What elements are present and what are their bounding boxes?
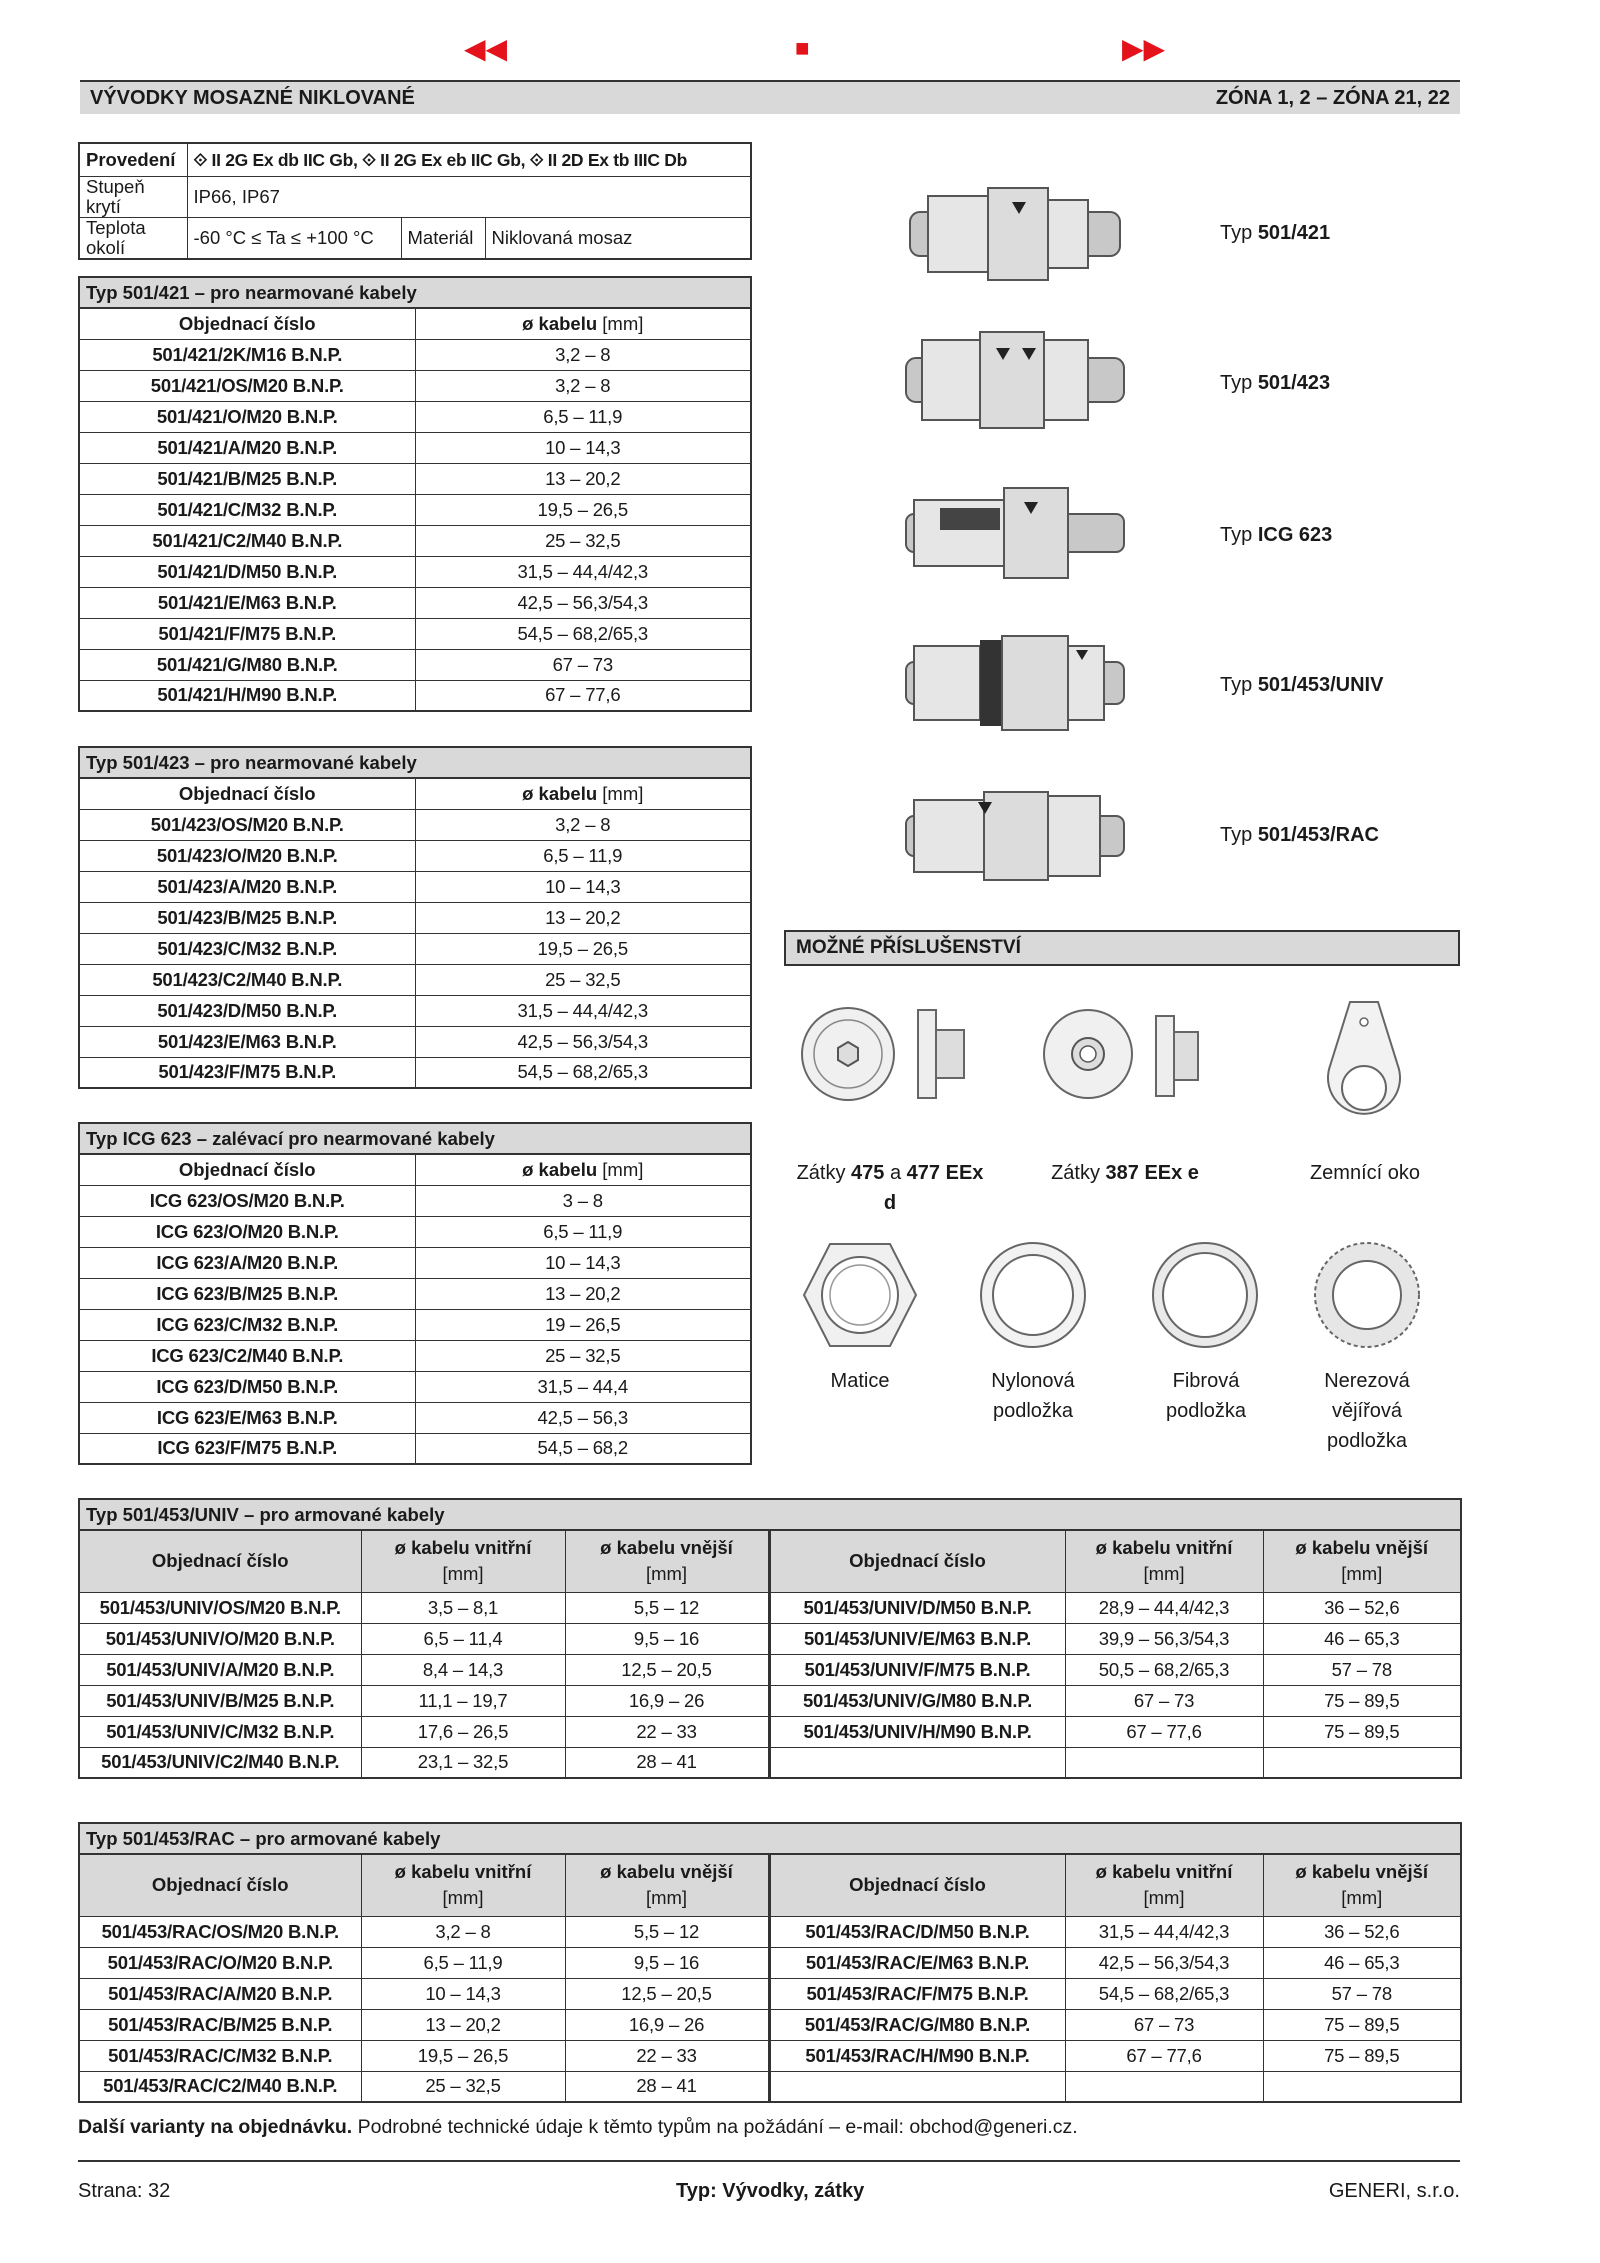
teplota-label: Teplota okolí — [79, 217, 187, 259]
table-row — [79, 339, 751, 370]
col-order: Objednací číslo — [769, 1530, 1065, 1592]
cable-diameter: 25 – 32,5 — [415, 1340, 751, 1371]
order-number: 501/453/RAC/C/M32 B.N.P. — [79, 2040, 361, 2071]
cable-diameter: 13 – 20,2 — [415, 463, 751, 494]
cable-diameter: 10 – 14,3 — [415, 871, 751, 902]
table-row — [79, 1185, 751, 1216]
cable-diameter-inner: 17,6 – 26,5 — [361, 1716, 565, 1747]
table-row — [79, 556, 751, 587]
table-row — [79, 964, 751, 995]
cable-diameter: 31,5 – 44,4/42,3 — [415, 995, 751, 1026]
order-number: 501/453/UNIV/B/M25 B.N.P. — [79, 1685, 361, 1716]
next-page-icon[interactable]: ▶▶ — [1122, 33, 1166, 64]
cable-diameter-inner: 3,2 – 8 — [361, 1916, 565, 1947]
cable-diameter: 31,5 – 44,4/42,3 — [415, 556, 751, 587]
cable-diameter: 31,5 – 44,4 — [415, 1371, 751, 1402]
nylon-washer-label: Nylonová podložka — [991, 1370, 1075, 1422]
table-row — [79, 618, 751, 649]
cable-diameter-inner: 19,5 – 26,5 — [361, 2040, 565, 2071]
type-label-501-453-univ: Typ 501/453/UNIV — [1220, 674, 1384, 696]
order-number: 501/423/OS/M20 B.N.P. — [79, 809, 415, 840]
table-row — [79, 432, 751, 463]
order-number: 501/453/UNIV/E/M63 B.N.P. — [769, 1623, 1065, 1654]
order-number: 501/423/C/M32 B.N.P. — [79, 933, 415, 964]
table-row — [79, 1947, 1461, 1978]
table-row — [79, 680, 751, 711]
order-number: 501/421/OS/M20 B.N.P. — [79, 370, 415, 401]
table-row — [79, 370, 751, 401]
order-number: 501/421/H/M90 B.N.P. — [79, 680, 415, 711]
cable-diameter-outer: 9,5 – 16 — [565, 1623, 769, 1654]
table-icg-623 — [78, 1122, 752, 1465]
order-number: 501/453/RAC/OS/M20 B.N.P. — [79, 1916, 361, 1947]
table-row — [79, 1247, 751, 1278]
order-number: 501/421/A/M20 B.N.P. — [79, 432, 415, 463]
table-row — [79, 1916, 1461, 1947]
nut-label: Matice — [830, 1370, 890, 1392]
cable-diameter: 25 – 32,5 — [415, 964, 751, 995]
cable-diameter-outer: 57 – 78 — [1263, 1978, 1461, 2009]
order-number: 501/453/RAC/O/M20 B.N.P. — [79, 1947, 361, 1978]
cable-diameter: 42,5 – 56,3/54,3 — [415, 587, 751, 618]
company-name: GENERI, s.r.o. — [1328, 2180, 1460, 2202]
fibre-washer-image — [1150, 1240, 1260, 1350]
table-row — [79, 1978, 1461, 2009]
table-row — [79, 1309, 751, 1340]
order-number: ICG 623/A/M20 B.N.P. — [79, 1247, 415, 1278]
order-number: 501/453/RAC/B/M25 B.N.P. — [79, 2009, 361, 2040]
stop-icon[interactable]: ■ — [795, 35, 810, 62]
col-dia: ø kabelu [mm] — [415, 778, 751, 809]
table-row — [79, 463, 751, 494]
plug-387-label: Zátky 387 EEx e — [1051, 1162, 1199, 1184]
order-number: 501/453/UNIV/C2/M40 B.N.P. — [79, 1747, 361, 1778]
table-row — [79, 1433, 751, 1464]
cable-diameter: 3 – 8 — [415, 1185, 751, 1216]
order-number: 501/453/UNIV/OS/M20 B.N.P. — [79, 1592, 361, 1623]
cable-diameter-outer: 46 – 65,3 — [1263, 1623, 1461, 1654]
table-row — [79, 809, 751, 840]
table-row — [79, 2040, 1461, 2071]
table-row — [79, 1026, 751, 1057]
nut-image — [800, 1240, 920, 1350]
table-row — [79, 840, 751, 871]
order-number: ICG 623/OS/M20 B.N.P. — [79, 1185, 415, 1216]
col-outer: ø kabelu vnější [mm] — [1263, 1530, 1461, 1592]
table-501-453-univ — [78, 1498, 1462, 1779]
order-number: 501/453/UNIV/H/M90 B.N.P. — [769, 1716, 1065, 1747]
cable-diameter: 54,5 – 68,2/65,3 — [415, 618, 751, 649]
table-row — [79, 1340, 751, 1371]
earth-tag-label: Zemnící oko — [1309, 1162, 1421, 1184]
table-row — [79, 1402, 751, 1433]
cable-diameter-inner: 50,5 – 68,2/65,3 — [1065, 1654, 1263, 1685]
section-header — [80, 80, 1460, 114]
col-outer: ø kabelu vnější [mm] — [565, 1530, 769, 1592]
cable-diameter-inner: 10 – 14,3 — [361, 1978, 565, 2009]
order-number: 501/423/C2/M40 B.N.P. — [79, 964, 415, 995]
order-number: 501/423/D/M50 B.N.P. — [79, 995, 415, 1026]
footer-divider — [78, 2160, 1460, 2162]
table-title: Typ ICG 623 – zalévací pro nearmované kabely — [79, 1123, 751, 1154]
cable-diameter: 19,5 – 26,5 — [415, 494, 751, 525]
order-number: 501/421/D/M50 B.N.P. — [79, 556, 415, 587]
cable-diameter-outer: 9,5 – 16 — [565, 1947, 769, 1978]
order-number: 501/453/UNIV/C/M32 B.N.P. — [79, 1716, 361, 1747]
page-title: VÝVODKY MOSAZNÉ NIKLOVANÉ — [90, 86, 415, 109]
col-dia: ø kabelu [mm] — [415, 308, 751, 339]
order-number: 501/453/RAC/C2/M40 B.N.P. — [79, 2071, 361, 2102]
earth-tag-image — [1320, 996, 1410, 1136]
cable-diameter: 42,5 – 56,3 — [415, 1402, 751, 1433]
gland-icg-623-image — [900, 478, 1130, 588]
cable-diameter-outer: 5,5 – 12 — [565, 1592, 769, 1623]
cable-diameter-outer: 12,5 – 20,5 — [565, 1978, 769, 2009]
cable-diameter-inner — [1065, 1747, 1263, 1778]
cable-diameter: 3,2 – 8 — [415, 339, 751, 370]
zone-label: ZÓNA 1, 2 – ZÓNA 21, 22 — [1215, 86, 1450, 109]
order-number: 501/423/A/M20 B.N.P. — [79, 871, 415, 902]
cable-diameter-inner: 28,9 – 44,4/42,3 — [1065, 1592, 1263, 1623]
plug-387-image — [1040, 1006, 1210, 1106]
cable-diameter-outer: 12,5 – 20,5 — [565, 1654, 769, 1685]
table-row — [79, 902, 751, 933]
col-inner: ø kabelu vnitřní [mm] — [1065, 1530, 1263, 1592]
order-number: 501/453/UNIV/F/M75 B.N.P. — [769, 1654, 1065, 1685]
provedeni-value: ⟐ II 2G Ex db IIC Gb, ⟐ II 2G Ex eb IIC Gb, ⟐ II 2D Ex tb IIIC Db — [187, 143, 751, 176]
order-number: 501/421/F/M75 B.N.P. — [79, 618, 415, 649]
order-number: ICG 623/D/M50 B.N.P. — [79, 1371, 415, 1402]
material-label: Materiál — [401, 217, 485, 259]
prev-page-icon[interactable]: ◀◀ — [464, 33, 508, 64]
cable-diameter-outer: 22 – 33 — [565, 1716, 769, 1747]
cable-diameter-outer: 75 – 89,5 — [1263, 2040, 1461, 2071]
cable-diameter-outer: 36 – 52,6 — [1263, 1592, 1461, 1623]
page-number: Strana: 32 — [78, 2180, 171, 2202]
cable-diameter-outer: 16,9 – 26 — [565, 1685, 769, 1716]
table-row — [79, 2009, 1461, 2040]
col-outer: ø kabelu vnější [mm] — [565, 1854, 769, 1916]
table-title: Typ 501/453/UNIV – pro armované kabely — [79, 1499, 1461, 1530]
order-number: ICG 623/E/M63 B.N.P. — [79, 1402, 415, 1433]
gland-501-453-univ-image — [900, 628, 1130, 738]
cable-diameter-outer: 5,5 – 12 — [565, 1916, 769, 1947]
cable-diameter-outer: 57 – 78 — [1263, 1654, 1461, 1685]
order-number — [769, 1747, 1065, 1778]
cable-diameter-inner: 39,9 – 56,3/54,3 — [1065, 1623, 1263, 1654]
cable-diameter-inner: 67 – 73 — [1065, 1685, 1263, 1716]
table-row — [79, 871, 751, 902]
order-number: ICG 623/B/M25 B.N.P. — [79, 1278, 415, 1309]
cable-diameter: 67 – 73 — [415, 649, 751, 680]
cable-diameter-outer: 22 – 33 — [565, 2040, 769, 2071]
order-number: ICG 623/F/M75 B.N.P. — [79, 1433, 415, 1464]
fibre-washer-label: Fibrová podložka — [1165, 1370, 1247, 1422]
cable-diameter-outer: 36 – 52,6 — [1263, 1916, 1461, 1947]
cable-diameter-outer: 28 – 41 — [565, 2071, 769, 2102]
cable-diameter-inner — [1065, 2071, 1263, 2102]
order-number: 501/453/RAC/E/M63 B.N.P. — [769, 1947, 1065, 1978]
cable-diameter: 3,2 – 8 — [415, 809, 751, 840]
table-row — [79, 1685, 1461, 1716]
kryti-value: IP66, IP67 — [187, 176, 751, 217]
order-number: ICG 623/O/M20 B.N.P. — [79, 1216, 415, 1247]
table-row — [79, 494, 751, 525]
table-501-453-rac — [78, 1822, 1462, 2103]
cable-diameter: 13 – 20,2 — [415, 902, 751, 933]
order-number: 501/423/E/M63 B.N.P. — [79, 1026, 415, 1057]
cable-diameter-inner: 31,5 – 44,4/42,3 — [1065, 1916, 1263, 1947]
table-row — [79, 401, 751, 432]
type-label-icg-623: Typ ICG 623 — [1220, 524, 1333, 546]
cable-diameter: 25 – 32,5 — [415, 525, 751, 556]
kryti-label: Stupeň krytí — [79, 176, 187, 217]
col-order: Objednací číslo — [769, 1854, 1065, 1916]
order-number: 501/453/RAC/H/M90 B.N.P. — [769, 2040, 1065, 2071]
cable-diameter: 6,5 – 11,9 — [415, 1216, 751, 1247]
table-row — [79, 1371, 751, 1402]
col-inner: ø kabelu vnitřní [mm] — [361, 1530, 565, 1592]
col-order: Objednací číslo — [79, 308, 415, 339]
order-number: ICG 623/C/M32 B.N.P. — [79, 1309, 415, 1340]
order-number: 501/453/RAC/D/M50 B.N.P. — [769, 1916, 1065, 1947]
type-label-501-423: Typ 501/423 — [1220, 372, 1331, 394]
type-label-501-453-rac: Typ 501/453/RAC — [1220, 824, 1379, 846]
section-name: Typ: Vývodky, zátky — [676, 2180, 865, 2202]
order-number: 501/453/UNIV/A/M20 B.N.P. — [79, 1654, 361, 1685]
cable-diameter-outer: 28 – 41 — [565, 1747, 769, 1778]
table-title: Typ 501/453/RAC – pro armované kabely — [79, 1823, 1461, 1854]
cable-diameter: 19 – 26,5 — [415, 1309, 751, 1340]
table-row — [79, 1747, 1461, 1778]
cable-diameter-inner: 67 – 77,6 — [1065, 2040, 1263, 2071]
table-title: Typ 501/421 – pro nearmované kabely — [79, 277, 751, 308]
table-row — [79, 649, 751, 680]
cable-diameter-outer: 75 – 89,5 — [1263, 1685, 1461, 1716]
cable-diameter-inner: 67 – 73 — [1065, 2009, 1263, 2040]
cable-diameter: 13 – 20,2 — [415, 1278, 751, 1309]
cable-diameter: 3,2 – 8 — [415, 370, 751, 401]
order-number: 501/421/G/M80 B.N.P. — [79, 649, 415, 680]
gland-501-423-image — [900, 326, 1130, 436]
cable-diameter-outer — [1263, 1747, 1461, 1778]
cable-diameter-outer — [1263, 2071, 1461, 2102]
order-number: 501/421/2K/M16 B.N.P. — [79, 339, 415, 370]
order-number: 501/453/UNIV/D/M50 B.N.P. — [769, 1592, 1065, 1623]
col-inner: ø kabelu vnitřní [mm] — [1065, 1854, 1263, 1916]
col-order: Objednací číslo — [79, 1530, 361, 1592]
order-number: 501/423/O/M20 B.N.P. — [79, 840, 415, 871]
order-number: 501/453/RAC/F/M75 B.N.P. — [769, 1978, 1065, 2009]
cable-diameter-outer: 16,9 – 26 — [565, 2009, 769, 2040]
table-row — [79, 1654, 1461, 1685]
col-order: Objednací číslo — [79, 1854, 361, 1916]
plug-475-477-label: Zátky 475 a 477 EEx d — [796, 1162, 984, 1214]
cable-diameter: 10 – 14,3 — [415, 432, 751, 463]
order-number: 501/421/C/M32 B.N.P. — [79, 494, 415, 525]
cable-diameter-inner: 23,1 – 32,5 — [361, 1747, 565, 1778]
table-row — [79, 587, 751, 618]
cable-diameter-inner: 67 – 77,6 — [1065, 1716, 1263, 1747]
gland-501-453-rac-image — [900, 780, 1130, 890]
spec-table — [78, 142, 752, 260]
order-number: 501/421/O/M20 B.N.P. — [79, 401, 415, 432]
cable-diameter: 54,5 – 68,2/65,3 — [415, 1057, 751, 1088]
table-row — [79, 1216, 751, 1247]
table-title: Typ 501/423 – pro nearmované kabely — [79, 747, 751, 778]
serrated-washer-image — [1312, 1240, 1422, 1350]
cable-diameter-inner: 6,5 – 11,4 — [361, 1623, 565, 1654]
cable-diameter-inner: 6,5 – 11,9 — [361, 1947, 565, 1978]
order-number: 501/421/E/M63 B.N.P. — [79, 587, 415, 618]
order-number: 501/453/RAC/A/M20 B.N.P. — [79, 1978, 361, 2009]
cable-diameter-inner: 8,4 – 14,3 — [361, 1654, 565, 1685]
table-row — [79, 1592, 1461, 1623]
footer-note: Další varianty na objednávku. Podrobné technické údaje k těmto typům na požádání – e-mail: obchod@generi.cz. — [78, 2116, 1078, 2138]
order-number: 501/423/F/M75 B.N.P. — [79, 1057, 415, 1088]
table-row — [79, 1623, 1461, 1654]
nylon-washer-image — [978, 1240, 1088, 1350]
table-row — [79, 995, 751, 1026]
cable-diameter: 10 – 14,3 — [415, 1247, 751, 1278]
material-value: Niklovaná mosaz — [485, 217, 751, 259]
table-row — [79, 1716, 1461, 1747]
cable-diameter: 67 – 77,6 — [415, 680, 751, 711]
cable-diameter-inner: 42,5 – 56,3/54,3 — [1065, 1947, 1263, 1978]
cable-diameter-inner: 13 – 20,2 — [361, 2009, 565, 2040]
order-number: 501/421/C2/M40 B.N.P. — [79, 525, 415, 556]
accessories-header: MOŽNÉ PŘÍSLUŠENSTVÍ — [784, 930, 1460, 966]
table-row — [79, 2071, 1461, 2102]
col-dia: ø kabelu [mm] — [415, 1154, 751, 1185]
col-inner: ø kabelu vnitřní [mm] — [361, 1854, 565, 1916]
cable-diameter-inner: 25 – 32,5 — [361, 2071, 565, 2102]
cable-diameter-outer: 75 – 89,5 — [1263, 2009, 1461, 2040]
order-number: 501/453/RAC/G/M80 B.N.P. — [769, 2009, 1065, 2040]
order-number: 501/421/B/M25 B.N.P. — [79, 463, 415, 494]
serrated-washer-label: Nerezová vějířová podložka — [1324, 1370, 1410, 1452]
cable-diameter-inner: 11,1 – 19,7 — [361, 1685, 565, 1716]
order-number: 501/453/UNIV/O/M20 B.N.P. — [79, 1623, 361, 1654]
cable-diameter: 54,5 – 68,2 — [415, 1433, 751, 1464]
cable-diameter: 6,5 – 11,9 — [415, 401, 751, 432]
table-row — [79, 525, 751, 556]
order-number: 501/423/B/M25 B.N.P. — [79, 902, 415, 933]
cable-diameter: 6,5 – 11,9 — [415, 840, 751, 871]
cable-diameter: 19,5 – 26,5 — [415, 933, 751, 964]
provedeni-label: Provedení — [79, 143, 187, 176]
order-number — [769, 2071, 1065, 2102]
table-501-421 — [78, 276, 752, 712]
cable-diameter: 42,5 – 56,3/54,3 — [415, 1026, 751, 1057]
table-row — [79, 1278, 751, 1309]
table-501-423 — [78, 746, 752, 1089]
cable-diameter-outer: 75 – 89,5 — [1263, 1716, 1461, 1747]
table-row — [79, 1057, 751, 1088]
table-row — [79, 933, 751, 964]
cable-diameter-outer: 46 – 65,3 — [1263, 1947, 1461, 1978]
col-order: Objednací číslo — [79, 778, 415, 809]
plug-475-477-image — [800, 1004, 970, 1104]
gland-501-421-image — [900, 180, 1130, 290]
order-number: ICG 623/C2/M40 B.N.P. — [79, 1340, 415, 1371]
col-order: Objednací číslo — [79, 1154, 415, 1185]
order-number: 501/453/UNIV/G/M80 B.N.P. — [769, 1685, 1065, 1716]
type-label-501-421: Typ 501/421 — [1220, 222, 1331, 244]
cable-diameter-inner: 3,5 – 8,1 — [361, 1592, 565, 1623]
teplota-value: -60 °C ≤ Ta ≤ +100 °C — [187, 217, 401, 259]
col-outer: ø kabelu vnější [mm] — [1263, 1854, 1461, 1916]
cable-diameter-inner: 54,5 – 68,2/65,3 — [1065, 1978, 1263, 2009]
